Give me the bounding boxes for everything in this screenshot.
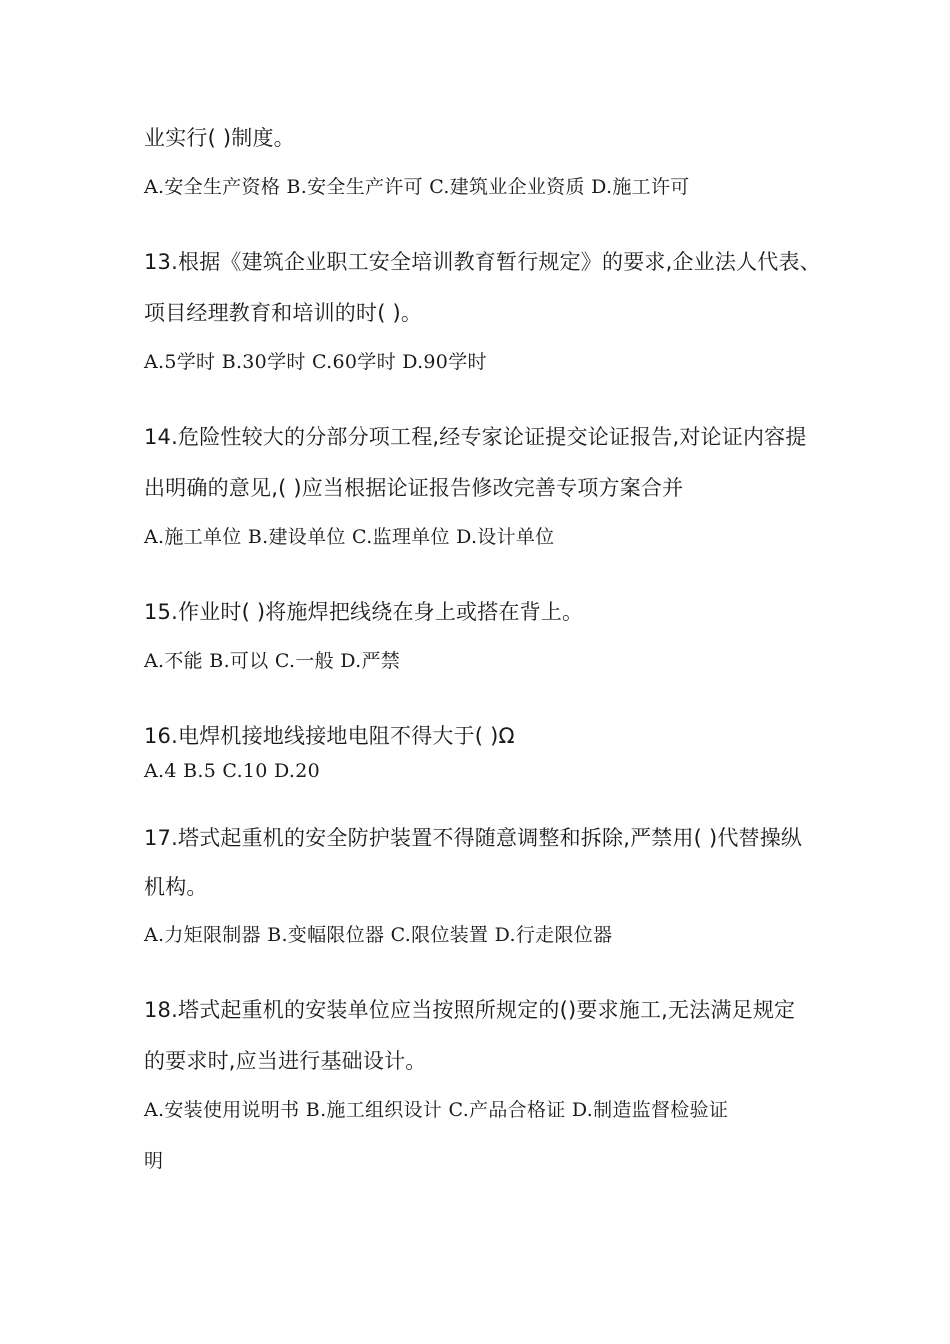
- answer-options: A.施工单位 B.建设单位 C.监理单位 D.设计单位: [144, 526, 555, 548]
- answer-options: 明: [144, 1150, 164, 1172]
- answer-options: A.不能 B.可以 C.一般 D.严禁: [144, 650, 401, 672]
- question-line: 17.塔式起重机的安全防护装置不得随意调整和拆除,严禁用( )代替操纵: [144, 826, 803, 850]
- question-line: 15.作业时( )将施焊把线绕在身上或搭在背上。: [144, 600, 584, 624]
- answer-options: A.4 B.5 C.10 D.20: [144, 760, 321, 782]
- question-line: 机构。: [144, 875, 208, 899]
- question-line: 业实行( )制度。: [144, 126, 295, 150]
- question-line: 的要求时,应当进行基础设计。: [144, 1049, 427, 1073]
- answer-options: A.力矩限制器 B.变幅限位器 C.限位装置 D.行走限位器: [144, 924, 613, 946]
- question-line: 16.电焊机接地线接地电阻不得大于( )Ω: [144, 724, 515, 748]
- question-line: 出明确的意见,( )应当根据论证报告修改完善专项方案合并: [144, 476, 684, 500]
- answer-options: A.5学时 B.30学时 C.60学时 D.90学时: [144, 351, 487, 373]
- answer-options: A.安全生产资格 B.安全生产许可 C.建筑业企业资质 D.施工许可: [144, 176, 690, 198]
- question-line: 14.危险性较大的分部分项工程,经专家论证提交论证报告,对论证内容提: [144, 425, 807, 449]
- question-line: 18.塔式起重机的安装单位应当按照所规定的()要求施工,无法满足规定: [144, 998, 796, 1022]
- question-line: 项目经理教育和培训的时( )。: [144, 301, 423, 325]
- answer-options: A.安装使用说明书 B.施工组织设计 C.产品合格证 D.制造监督检验证: [144, 1099, 729, 1121]
- question-line: 13.根据《建筑企业职工安全培训教育暂行规定》的要求,企业法人代表、: [144, 250, 821, 274]
